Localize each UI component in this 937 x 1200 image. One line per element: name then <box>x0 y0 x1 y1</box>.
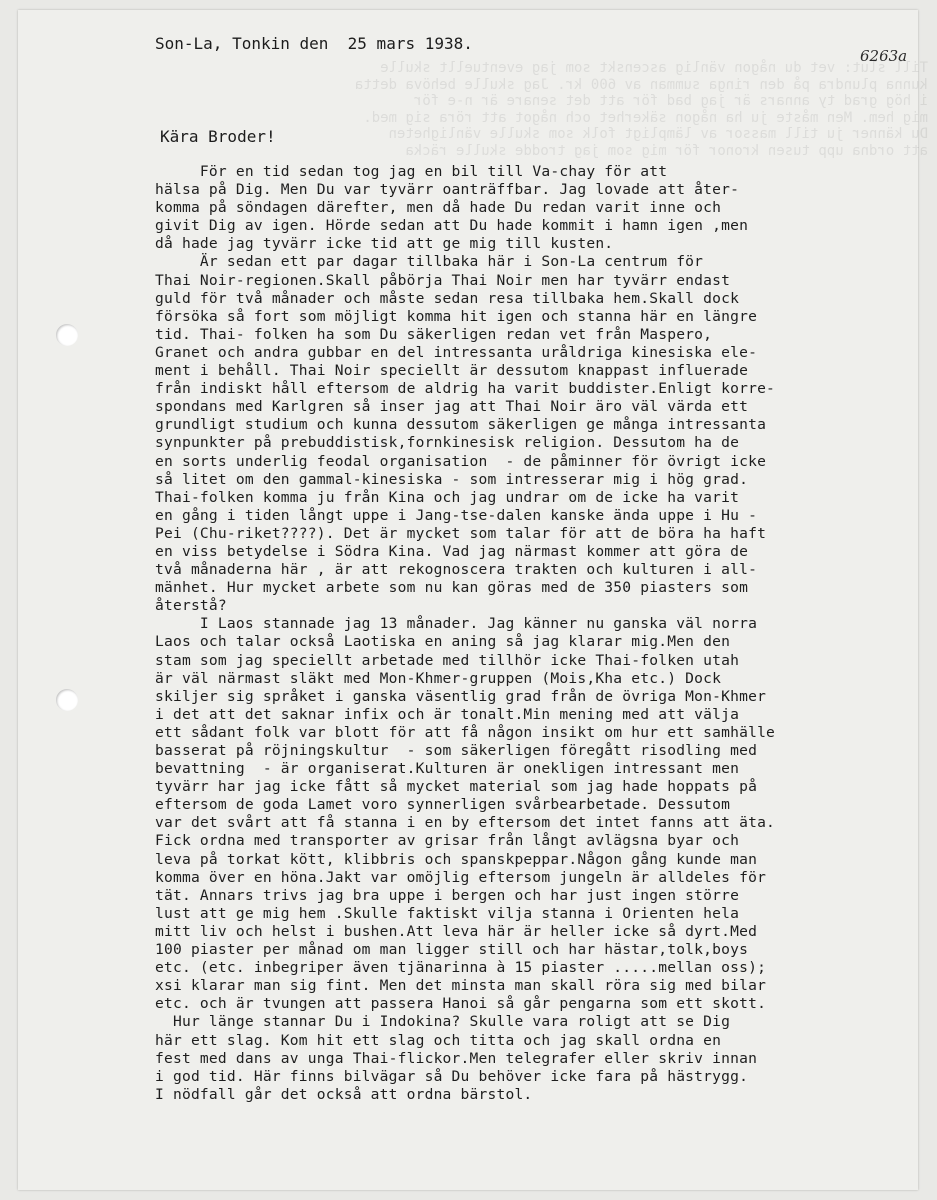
letter-line: 100 piaster per månad om man ligger still och har hästar,tolk,boys <box>155 941 749 959</box>
salutation: Kära Broder! <box>160 127 276 146</box>
place-date-line: Son-La, Tonkin den 25 mars 1938. <box>155 34 473 53</box>
show-through-text: Till slut: vet du någon vänlig ascenskt som jag eventuellt skulle kunna plundra på den ringa summan av 600 kr. Jag skulle behöva detta i hög grad ty annars är jag bad för att det senare är n-e för mig hem. Men måste ju ha någon säkerhet och något att röra sig med. Du känner ju till massor av lämpligt folk som skulle vänligheten att ordna upp tusen kronor för mig som jag trodde skulle räcka <box>354 60 928 159</box>
letter-line: givit Dig av igen. Hörde sedan att Du hade kommit i hamn igen ,men <box>155 217 749 235</box>
letter-line: tid. Thai- folken ha som Du säkerligen redan vet från Maspero, <box>155 325 713 343</box>
letter-line: Fick ordna med transporter av grisar från långt avlägsna byar och <box>155 832 740 850</box>
letter-line: hälsa på Dig. Men Du var tyvärr oanträffbar. Jag lovade att åter- <box>155 181 740 199</box>
letter-line: en gång i tiden långt uppe i Jang-tse-dalen kanske ända uppe i Hu - <box>155 506 758 524</box>
letter-line: ment i behåll. Thai Noir speciellt är dessutom knappast influerade <box>155 362 749 380</box>
letter-line: etc. (etc. inbegriper även tjänarinna à 15 piaster .....mellan oss); <box>155 959 767 977</box>
letter-line: här ett slag. Kom hit ett slag och titta och jag skall ordna en <box>155 1031 722 1049</box>
letter-line: etc. och är tvungen att passera Hanoi så går pengarna som ett skott. <box>155 995 767 1013</box>
letter-body <box>155 163 915 1104</box>
letter-line: xsi klarar man sig fint. Men det minsta man skall röra sig med bilar <box>155 977 767 995</box>
letter-line: tät. Annars trivs jag bra uppe i bergen och har just ingen större <box>155 886 740 904</box>
archive-number: 6263a <box>860 47 908 65</box>
letter-line: Thai-folken komma ju från Kina och jag undrar om de icke ha varit <box>155 488 740 506</box>
letter-line: mitt liv och helst i bushen.Att leva här är heller icke så dyrt.Med <box>155 922 758 940</box>
letter-line: Thai Noir-regionen.Skall påbörja Thai Noir men har tyvärr endast <box>155 271 731 289</box>
letter-line: två månaderna här , är att rekognoscera trakten och kulturen i all- <box>155 561 758 579</box>
letter-line: stam som jag speciellt arbetade med tillhör icke Thai-folken utah <box>155 651 740 669</box>
letter-line: från indiskt håll eftersom de aldrig ha varit buddister.Enligt korre- <box>155 380 776 398</box>
letter-line: då hade jag tyvärr icke tid att ge mig till kusten. <box>155 235 614 253</box>
punch-hole <box>56 689 78 711</box>
punch-hole <box>56 324 78 346</box>
letter-line: leva på torkat kött, klibbris och spanskpeppar.Någon gång kunde man <box>155 850 758 868</box>
letter-line: i det att det saknar infix och är tonalt.Min mening med att välja <box>155 705 740 723</box>
letter-line: mänhet. Hur mycket arbete som nu kan göras med de 350 piasters som <box>155 579 749 597</box>
letter-line: fest med dans av unga Thai-flickor.Men telegrafer eller skriv innan <box>155 1049 758 1067</box>
letter-line: I nödfall går det också att ordna bärstol. <box>155 1085 533 1103</box>
letter-line: spondans med Karlgren så inser jag att Thai Noir äro väl värda ett <box>155 398 749 416</box>
letter-line: I Laos stannade jag 13 månader. Jag känner nu ganska väl norra <box>155 615 758 633</box>
letter-line: är väl närmast släkt med Mon-Khmer-gruppen (Mois,Kha etc.) Dock <box>155 669 722 687</box>
letter-line: synpunkter på prebuddistisk,fornkinesisk religion. Dessutom ha de <box>155 434 740 452</box>
letter-line: eftersom de goda Lamet voro synnerligen svårbearbetade. Dessutom <box>155 796 731 814</box>
letter-line: Hur länge stannar Du i Indokina? Skulle vara roligt att se Dig <box>155 1013 731 1031</box>
letter-line: ett sådant folk var blott för att få någon insikt om hur ett samhälle <box>155 723 776 741</box>
letter-line: tyvärr har jag icke fått så mycket material som jag hade hoppats på <box>155 778 758 796</box>
letter-line: Pei (Chu-riket????). Det är mycket som talar för att de böra ha haft <box>155 524 767 542</box>
letter-line: i god tid. Här finns bilvägar så Du behöver icke fara på hästrygg. <box>155 1067 749 1085</box>
letter-line: Granet och andra gubbar en del intressanta uråldriga kinesiska ele- <box>155 343 758 361</box>
letter-line: Laos och talar också Laotiska en aning så jag klarar mig.Men den <box>155 633 731 651</box>
letter-line: så litet om den gammal-kinesiska - som intresserar mig i hög grad. <box>155 470 749 488</box>
letter-line: skiljer sig språket i ganska väsentlig grad från de övriga Mon-Khmer <box>155 687 767 705</box>
letter-line: en sorts underlig feodal organisation - de påminner för övrigt icke <box>155 452 767 470</box>
letter-line: guld för två månader och måste sedan resa tillbaka hem.Skall dock <box>155 289 740 307</box>
letter-line: var det svårt att få stanna i en by eftersom det intet fanns att äta. <box>155 814 776 832</box>
letter-line: grundligt studium och kunna dessutom säkerligen ge många intressanta <box>155 416 767 434</box>
letter-line: Är sedan ett par dagar tillbaka här i Son-La centrum för <box>155 253 704 271</box>
letter-line: försöka så fort som möjligt komma hit igen och stanna här en längre <box>155 307 758 325</box>
letter-line: lust att ge mig hem .Skulle faktiskt vilja stanna i Orienten hela <box>155 904 740 922</box>
letter-line: komma på söndagen därefter, men då hade Du redan varit inne och <box>155 199 722 217</box>
letter-line: komma över en höna.Jakt var omöjlig eftersom jungeln är alldeles för <box>155 868 767 886</box>
letter-line: en viss betydelse i Södra Kina. Vad jag närmast kommer att göra de <box>155 542 749 560</box>
letter-line: bevattning - är organiserat.Kulturen är onekligen intressant men <box>155 760 740 778</box>
letter-line: För en tid sedan tog jag en bil till Va-chay för att <box>155 163 668 180</box>
letter-line: återstå? <box>155 597 227 615</box>
letter-line: basserat på röjningskultur - som säkerligen föregått risodling med <box>155 742 758 759</box>
